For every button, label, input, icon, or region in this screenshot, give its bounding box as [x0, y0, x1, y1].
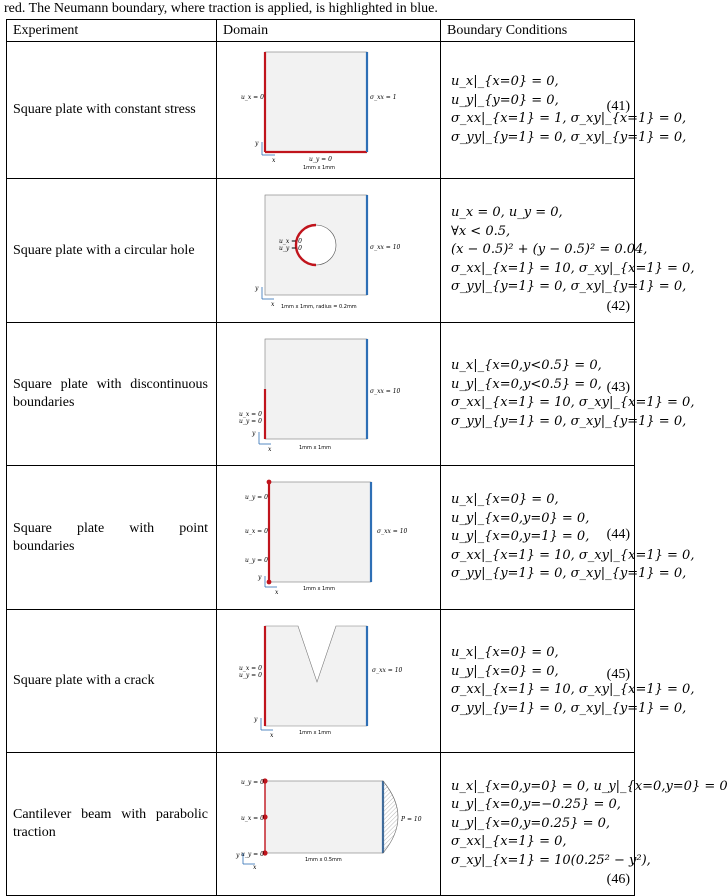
axis-y-label: y [252, 430, 256, 437]
header-boundary-conditions: Boundary Conditions [441, 20, 635, 42]
equation-cell [441, 42, 687, 179]
axis-x-label: x [253, 864, 257, 871]
equation-line: u_x|_{x=0} = 0, [451, 74, 559, 89]
equation-cell [441, 466, 695, 610]
experiment-cell: Square plate with a crack [7, 610, 217, 753]
label-ux: u_x = 0 [241, 815, 264, 822]
experiment-cell: Cantilever beam with parabolic traction [7, 753, 217, 896]
figure-caption [4, 0, 640, 18]
domain-cell [217, 179, 441, 323]
label-sxx: σ_xx = 10 [370, 388, 401, 395]
equation-line: σ_yy|_{y=1} = 0, σ_xy|_{y=1} = 0, [451, 566, 687, 582]
equation-line: σ_xx|_{x=1} = 10, σ_xy|_{x=1} = 0, [451, 682, 695, 697]
label-uy-top: u_y = 0 [241, 779, 264, 786]
equation-number: (42) [606, 298, 630, 314]
table-row [7, 179, 635, 323]
equation-line: σ_xx|_{x=1} = 10, σ_xy|_{x=1} = 0, [451, 260, 695, 276]
equation-line: u_y|_{x=0,y=1} = 0, [451, 529, 590, 545]
table-row [7, 323, 635, 466]
experiment-cell: Square plate with discontinuous boundaries [7, 323, 217, 466]
table-row [7, 466, 635, 610]
label-dims: 1mm x 1mm [303, 586, 335, 592]
axis-x-label: x [270, 732, 274, 739]
equation-line: u_y|_{x=0,y=−0.25} = 0, [451, 797, 621, 813]
equation-number: (46) [606, 871, 630, 887]
experiment-cell: Square plate with a circular hole [7, 179, 217, 323]
equation-line: σ_xx|_{x=1} = 1, σ_xy|_{x=1} = 0, [451, 111, 687, 126]
label-ux: u_x = 0 [279, 238, 302, 245]
domain-cell [217, 323, 441, 466]
experiment-cell: Square plate with constant stress [7, 42, 217, 179]
axis-y-label: y [258, 574, 262, 581]
label-dims: 1mm x 1mm, radius = 0.2mm [281, 304, 357, 310]
equation-line: u_y|_{x=0,y<0.5} = 0, [451, 376, 602, 392]
equation-line: ∀x < 0.5, [451, 223, 511, 239]
axis-x-label: x [271, 301, 275, 308]
boundary-conditions-table [6, 19, 728, 896]
equation-line: u_x|_{x=0} = 0, [451, 645, 559, 660]
label-dims: 1mm x 1mm [303, 165, 335, 171]
table-row [7, 42, 635, 179]
equation-line: σ_xx|_{x=1} = 0, [451, 834, 567, 850]
label-dims: 1mm x 0.5mm [305, 857, 342, 863]
equation-number: (44) [606, 527, 630, 542]
axis-y-label: y [255, 140, 259, 147]
domain-cell [217, 753, 441, 896]
equation-line: u_y|_{y=0} = 0, [451, 92, 559, 108]
domain-figure-circular-hole [217, 179, 441, 317]
label-dims: 1mm x 1mm [299, 730, 331, 736]
equation-line: u_x|_{x=0,y=0} = 0, u_y|_{x=0,y=0} = 0 [451, 778, 728, 794]
label-uy-top: u_y = 0 [245, 494, 268, 501]
equation-line: u_y|_{x=0,y=0.25} = 0, [451, 815, 611, 831]
equation-line: σ_yy|_{y=1} = 0, σ_xy|_{y=1} = 0, [451, 129, 687, 145]
axis-y-label: y [255, 285, 259, 292]
equation-number: (45) [606, 667, 630, 682]
equation-line: u_y|_{x=0,y=0} = 0, [451, 510, 590, 526]
domain-cell [217, 610, 441, 753]
caption-text: red. The Neumann boundary, where traction is applied, is highlighted in blue. [4, 1, 438, 16]
domain-figure-constant-stress [217, 42, 441, 173]
equation-line: u_x = 0, u_y = 0, [451, 205, 563, 221]
label-p: P = 10 [401, 816, 422, 823]
label-ux: u_x = 0 [241, 94, 264, 101]
label-sxx: σ_xx = 10 [372, 667, 403, 674]
equation-number: (43) [606, 380, 630, 395]
label-uy: u_y = 0 [309, 156, 332, 163]
domain-figure-crack [217, 610, 441, 747]
equation-line: u_y|_{x=0} = 0, [451, 663, 559, 679]
label-uy: u_y = 0 [239, 418, 262, 425]
equation-line: σ_yy|_{y=1} = 0, σ_xy|_{y=1} = 0, [451, 413, 687, 429]
equation-line: u_x|_{x=0,y<0.5} = 0, [451, 358, 602, 373]
label-sxx: σ_xx = 10 [370, 244, 401, 251]
equation-cell [441, 610, 695, 753]
domain-figure-point-boundaries [217, 466, 441, 604]
domain-figure-cantilever [217, 753, 441, 890]
axis-x-label: x [272, 157, 276, 164]
axis-y-label: y [254, 716, 258, 723]
label-sxx: σ_xx = 10 [377, 528, 408, 535]
equation-line: σ_yy|_{y=1} = 0, σ_xy|_{y=1} = 0, [451, 700, 687, 716]
label-ux: u_x = 0 [245, 528, 268, 535]
axis-x-label: x [275, 589, 279, 596]
domain-figure-discontinuous [217, 323, 441, 460]
domain-cell [217, 42, 441, 179]
equation-line: σ_xx|_{x=1} = 10, σ_xy|_{x=1} = 0, [451, 547, 695, 563]
label-sxx: σ_xx = 1 [370, 94, 397, 101]
axis-x-label: x [268, 446, 272, 453]
axis-y-label: y [236, 852, 240, 859]
label-uy: u_y = 0 [239, 672, 262, 679]
label-uy-bottom: u_y = 0 [245, 557, 268, 564]
experiment-cell: Square plate with point boundaries [7, 466, 217, 610]
label-ux: u_x = 0 [239, 411, 262, 418]
label-dims: 1mm x 1mm [299, 445, 331, 451]
equation-cell [441, 323, 695, 466]
domain-cell [217, 466, 441, 610]
table-row [7, 610, 635, 753]
header-experiment: Experiment [7, 20, 217, 42]
equation-line: σ_xx|_{x=1} = 10, σ_xy|_{x=1} = 0, [451, 395, 695, 410]
equation-line: (x − 0.5)² + (y − 0.5)² = 0.04, [451, 242, 648, 258]
equation-line: σ_yy|_{y=1} = 0, σ_xy|_{y=1} = 0, [451, 279, 687, 295]
equation-cell [441, 753, 728, 896]
equation-number: (41) [606, 99, 630, 114]
table-row [7, 753, 635, 896]
equation-line: σ_xy|_{x=1} = 10(0.25² − y²), [451, 852, 651, 868]
label-uy: u_y = 0 [279, 245, 302, 252]
label-uy-bottom: u_y = 0 [241, 851, 264, 858]
equation-cell [441, 179, 695, 323]
equation-line: u_x|_{x=0} = 0, [451, 492, 559, 508]
label-ux: u_x = 0 [239, 665, 262, 672]
table-header-row [7, 20, 635, 42]
header-domain: Domain [217, 20, 441, 42]
